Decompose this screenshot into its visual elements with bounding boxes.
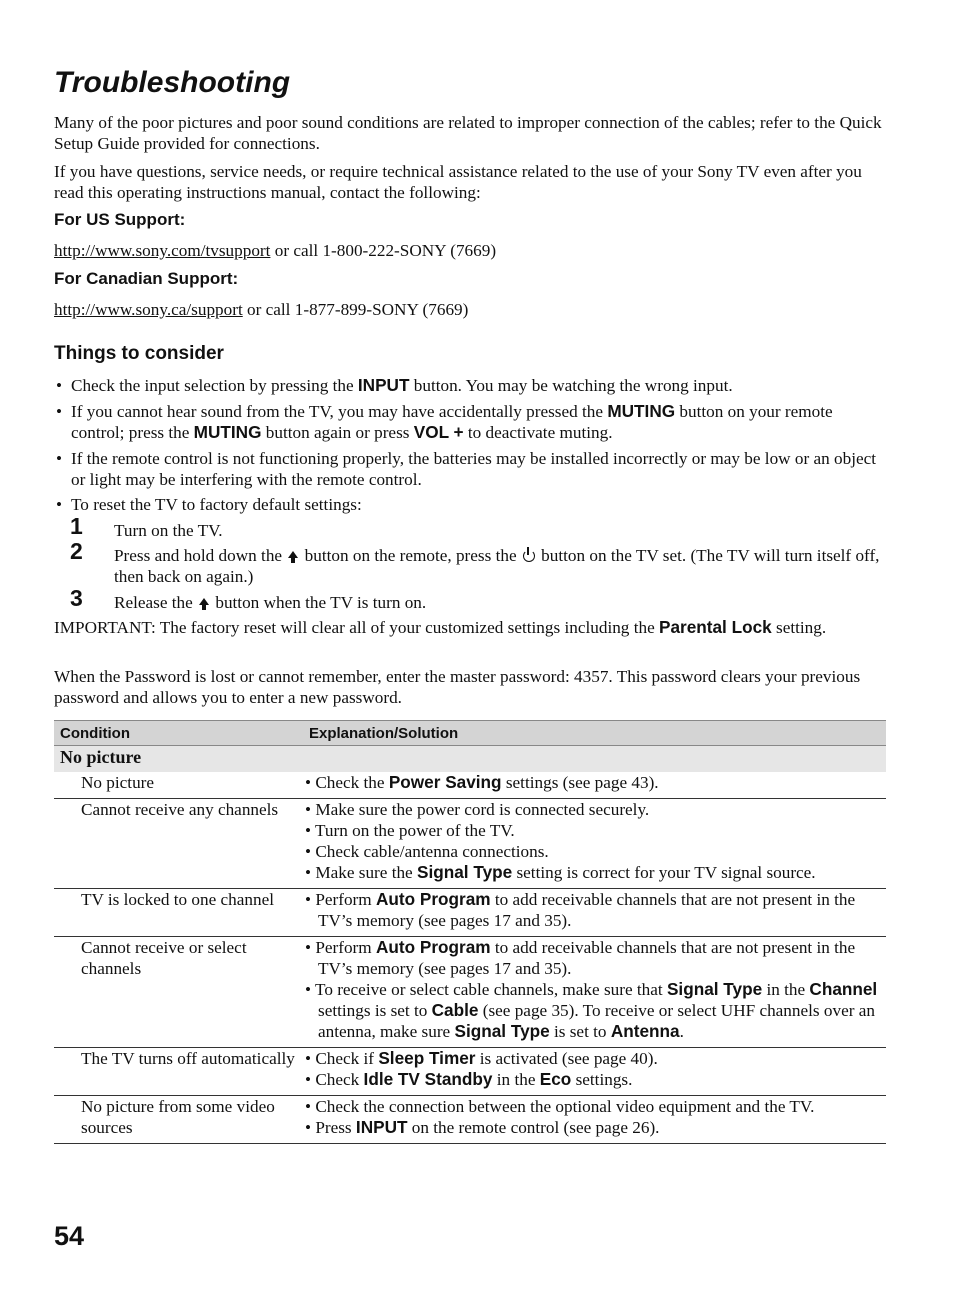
intro-paragraph-2: If you have questions, service needs, or require technical assistance related to the use of your Sony TV even after you read this operating instructions manual, contact the following: <box>54 162 862 202</box>
column-header-explanation: Explanation/Solution <box>303 721 886 746</box>
table-row: Cannot receive or select channels • Perform Auto Program to add receivable channels that are not present in the TV’s memory (see pages 17 and 35). • To receive or select cable channels, make sure that Signal Type in the Channel settings is set to Cable (see page 35). To receive or select UHF channels over an antenna, make sure Signal Type is set to Antenna. <box>54 937 886 1048</box>
table-row: TV is locked to one channel • Perform Auto Program to add receivable channels that are not present in the TV’s memory (see pages 17 and 35). <box>54 889 886 937</box>
table-row: No picture from some video sources • Check the connection between the optional video equipment and the TV. • Press INPUT on the remote control (see page 26). <box>54 1096 886 1144</box>
table-row: The TV turns off automatically • Check if Sleep Timer is activated (see page 40). • Check Idle TV Standby in the Eco settings. <box>54 1048 886 1096</box>
ca-support-link[interactable]: http://www.sony.ca/support <box>54 300 243 319</box>
us-support-heading: For US Support: <box>54 210 186 229</box>
home-arrow-icon <box>288 551 298 558</box>
ca-support-line <box>54 299 886 320</box>
ca-support-phone: or call 1-877-899-SONY (7669) <box>242 300 469 319</box>
troubleshooting-table <box>54 720 886 1144</box>
ca-support-heading: For Canadian Support: <box>54 269 239 288</box>
column-header-condition: Condition <box>54 721 303 746</box>
table-row: Cannot receive any channels • Make sure the power cord is connected securely. • Turn on the power of the TV. • Check cable/antenna connections. • Make sure the Signal Type setting is correct for your TV signal source. <box>54 799 886 889</box>
group-header-no-picture: No picture <box>54 746 886 773</box>
us-support-phone: or call 1-800-222-SONY (7669) <box>270 241 497 260</box>
password-note: When the Password is lost or cannot remember, enter the master password: 4357. This password clears your previous password and allows you to enter a new password. <box>54 667 861 707</box>
page-title: Troubleshooting <box>54 66 291 99</box>
intro-paragraph-1: Many of the poor pictures and poor sound conditions are related to improper connection of the cables; refer to the Quick Setup Guide provided for connections. <box>54 113 882 153</box>
things-heading: Things to consider <box>54 343 224 364</box>
page-number: 54 <box>54 1221 85 1251</box>
important-note: IMPORTANT: The factory reset will clear all of your customized settings including the Parental Lock setting. <box>54 617 827 637</box>
us-support-line <box>54 240 886 261</box>
table-row: No picture • Check the Power Saving settings (see page 43). <box>54 772 886 799</box>
home-arrow-icon <box>199 598 209 605</box>
us-support-link[interactable]: http://www.sony.com/tvsupport <box>54 241 271 260</box>
power-icon <box>523 550 535 562</box>
